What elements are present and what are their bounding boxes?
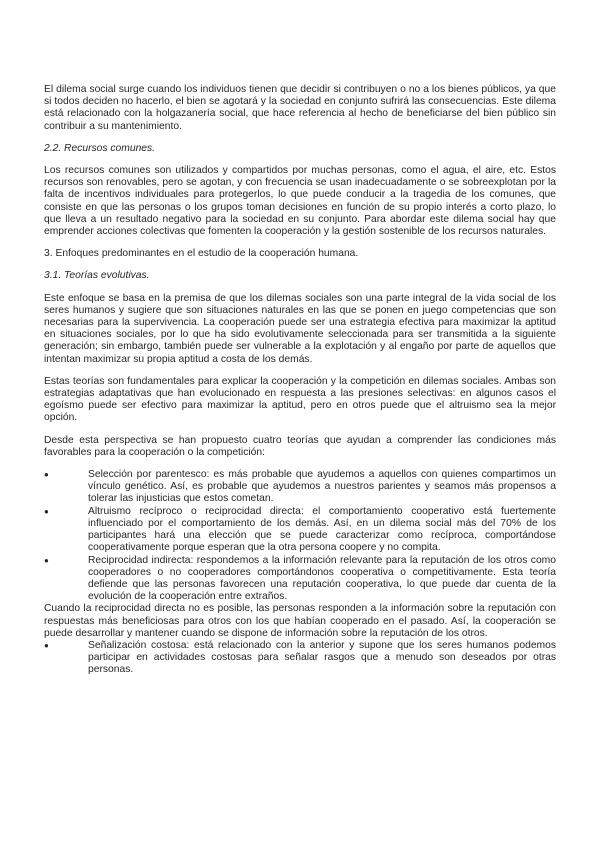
heading-enfoques: 3. Enfoques predominantes en el estudio de la cooperación humana.: [44, 248, 359, 260]
bullet-icon: ●: [44, 506, 49, 516]
bullet-senalizacion-costosa: Señalización costosa: está relacionado con la anterior y supone que los seres humanos podemos participar en actividades costosas para señalar rasgos que a menudo son deseados por otras personas.: [88, 639, 556, 676]
bullet-altruismo-reciproco: Altruismo recíproco o reciprocidad directa: el comportamiento cooperativo está fuertemente influenciado por el comportamiento de los demás. Así, en un dilema social más del 70% de los participantes hará una elección que se puede caracterizar como recíproca, comportándose cooperativamente porque esperan que la otra persona coopere y no compita.: [88, 505, 556, 554]
bullet-icon: ●: [44, 555, 49, 565]
list-item: [44, 469, 556, 506]
heading-recursos-comunes: 2.2. Recursos comunes.: [44, 142, 156, 154]
paragraph-dilema-social: El dilema social surge cuando los individuos tienen que decidir si contribuyen o no a los bienes públicos, ya que si todos deciden no hacerlo, el bien se agotará y la sociedad en conjunto sufrirá las consecuencias. Este dilema está relacionado con la holgazanería social, que hace referencia al hecho de beneficiarse del bien público sin contribuir a su mantenimiento.: [44, 84, 556, 132]
bullet-seleccion-parentesco: Selección por parentesco: es más probable que ayudemos a aquellos con quienes compartimos un vínculo genético. Así, es probable que ayudemos a nuestros parientes y seamos más propensos a tolerar las injusticias que estos cometan.: [88, 469, 556, 505]
paragraph-cuatro-teorias: Desde esta perspectiva se han propuesto cuatro teorías que ayudan a comprender las condiciones más favorables para la cooperación o la competición:: [44, 434, 556, 458]
paragraph-reciprocidad-continuacion: Cuando la reciprocidad directa no es posible, las personas responden a la información sobre la reputación con respuestas más beneficiosas para otros con los que habían cooperado en el pasado. Así, la cooperación se puede desarrollar y mantener cuando se dispone de información sobre la reputación de los otros.: [44, 603, 556, 639]
paragraph-premisa: Este enfoque se basa en la premisa de que los dilemas sociales son una parte integral de la vida social de los seres humanos y sugiere que son situaciones naturales en las que se ponen en juego competencias que son necesarias para la supervivencia. La cooperación puede ser una estrategia efectiva para maximizar la aptitud en situaciones sociales, por lo que ha sido evolutivamente seleccionada para ser transmitida a la siguiente generación; sin embargo, también puede ser vulnerable a la explotación y al engaño por parte de aquellos que intentan maximizar su propia aptitud a costa de los demás.: [44, 292, 556, 365]
bullet-icon: ●: [44, 470, 49, 480]
bullet-reciprocidad-indirecta: Reciprocidad indirecta: respondemos a la información relevante para la reputación de los otros como cooperadores o no cooperadores comportándonos cooperativa o competitivamente. Esta teoría defiende que las personas favorecen una reputación cooperativa, lo que puede dar cuenta de la evolución de la cooperación entre extraños.: [88, 554, 556, 603]
list-item: [44, 555, 556, 604]
heading-teorias-evolutivas: 3.1. Teorías evolutivas.: [44, 270, 150, 282]
paragraph-teorias-fundamentales: Estas teorías son fundamentales para explicar la cooperación y la competición en dilemas sociales. Ambas son estrategias adaptativas que han evolucionado en respuesta a las presiones selectivas: en algunos casos el egoísmo puede ser efectivo para maximizar la aptitud, pero en otros puede que el altruismo sea la mejor opción.: [44, 375, 556, 424]
paragraph-recursos-comunes: Los recursos comunes son utilizados y compartidos por muchas personas, como el agua, el aire, etc. Estos recursos son renovables, pero se agotan, y con frecuencia se usan inadecuadamente o se sobreexplotan por la falta de incentivos individuales para protegerlos, lo que puede conducir a la tragedia de los comunes, que consiste en que las personas o los grupos toman decisiones en función de su propio interés a corto plazo, lo que lleva a un resultado negativo para la sociedad en su conjunto. Para abordar este dilema social hay que emprender acciones colectivas que fomenten la cooperación y la gestión sostenible de los recursos naturales.: [44, 165, 556, 238]
list-item: [44, 506, 556, 555]
bullet-icon: ●: [44, 640, 49, 650]
list-item: [44, 640, 556, 677]
